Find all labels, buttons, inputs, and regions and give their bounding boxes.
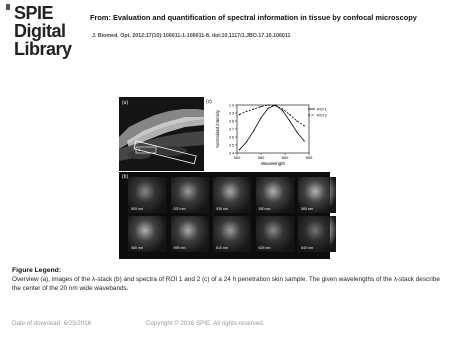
legend-entry: ROI 2 [317, 113, 327, 118]
article-citation: J. Biomed. Opt. 2012;17(10):106011-1-106011-8. doi:10.1117/1.JBO.17.10.106011 [92, 33, 291, 39]
overview-image-panel [119, 97, 204, 171]
lambda-stack-tile [298, 177, 336, 213]
data-point [246, 111, 247, 112]
copyright-notice: Copyright © 2016 SPIE. All rights reserved. [146, 320, 265, 327]
figure-legend-heading: Figure Legend: [12, 267, 62, 274]
data-point [246, 141, 247, 142]
spie-digital-library-logo [6, 4, 74, 74]
logo-line-3: Library [14, 39, 72, 59]
lambda-stack-tile [213, 216, 251, 252]
data-point [289, 120, 290, 121]
panel-b-label: (b) [122, 174, 129, 180]
y-tick-label: 0.8 [229, 119, 234, 124]
logo-line-1: SPIE [14, 3, 54, 23]
x-tick-label: 550 [257, 155, 265, 160]
wavelength-label: 610 nm [216, 246, 228, 250]
lambda-stack-tile [213, 177, 251, 213]
wavelength-label: 640 nm [301, 246, 313, 250]
lambda-stack-tile [256, 177, 294, 213]
y-tick-label: 0.7 [229, 127, 234, 132]
y-axis-label: Normalized intensity [215, 110, 220, 148]
y-tick-label: 0.4 [229, 151, 234, 156]
download-date: Date of download: 6/25/2016 [12, 320, 92, 327]
plot-frame [237, 105, 309, 153]
x-tick-label: 650 [305, 155, 313, 160]
wavelength-label: 550 nm [258, 207, 271, 211]
data-point [304, 125, 305, 126]
spectra-chart-panel [205, 97, 330, 171]
series-line-roi-1 [239, 105, 304, 150]
lambda-stack-tile [128, 177, 166, 213]
data-point [296, 120, 297, 121]
data-point [239, 114, 240, 115]
lambda-stack-tile [171, 177, 209, 213]
y-tick-label: 0.6 [229, 135, 234, 140]
y-tick-label: 0.5 [229, 143, 234, 148]
overview-image [119, 97, 204, 171]
legend-entry: ROI 1 [317, 107, 327, 112]
data-point [289, 114, 290, 115]
wavelength-label: 535 nm [216, 207, 228, 211]
data-point [296, 132, 297, 133]
y-tick-label: 0.9 [229, 111, 234, 116]
wavelength-label: 580 nm [131, 246, 143, 250]
data-point [282, 110, 283, 111]
x-tick-label: 600 [281, 155, 289, 160]
wavelength-label: 565 nm [301, 207, 313, 211]
series-line-roi-2 [239, 105, 304, 126]
y-tick-label: 1.0 [229, 103, 234, 108]
wavelength-label: 595 nm [173, 246, 186, 250]
x-tick-label: 500 [233, 155, 241, 160]
data-point [268, 108, 269, 109]
data-point [253, 130, 254, 131]
lambda-stack-tile [128, 216, 166, 252]
data-point [260, 117, 261, 118]
data-point [275, 105, 276, 106]
panel-a-label: (a) [122, 100, 129, 106]
lambda-stack-tile [298, 216, 336, 252]
lambda-stack-tile [256, 216, 294, 252]
logo-bar [6, 4, 10, 10]
figure-legend-text: Overview (a), images of the λ-stack (b) and spectra of ROI 1 and 2 (c) of a 24 h penetration skin sample. The given wavelengths of the λ-stack describe the center of the 20 nm wide wavebands. [12, 276, 440, 292]
wavelength-label: 625 nm [258, 246, 271, 250]
data-point [304, 140, 305, 141]
spectra-chart [205, 97, 330, 171]
panel-c-label: (c) [206, 99, 212, 105]
data-point [268, 104, 269, 105]
data-point [239, 149, 240, 150]
wavelength-label: 520 nm [173, 207, 186, 211]
logo-line-2: Digital [14, 21, 66, 41]
lambda-stack-panel [119, 172, 330, 259]
x-axis-label: Wavelength [260, 161, 286, 166]
lambda-stack-tile [171, 216, 209, 252]
figure [119, 97, 330, 259]
data-point [260, 106, 261, 107]
article-title: From: Evaluation and quantification of spectral information in tissue by confocal microscopy [90, 13, 417, 22]
roi-1-label: 1 [140, 139, 143, 144]
data-point [282, 108, 283, 109]
data-point [253, 108, 254, 109]
roi-2-label: 2 [138, 147, 141, 152]
wavelength-label: 505 nm [131, 207, 143, 211]
